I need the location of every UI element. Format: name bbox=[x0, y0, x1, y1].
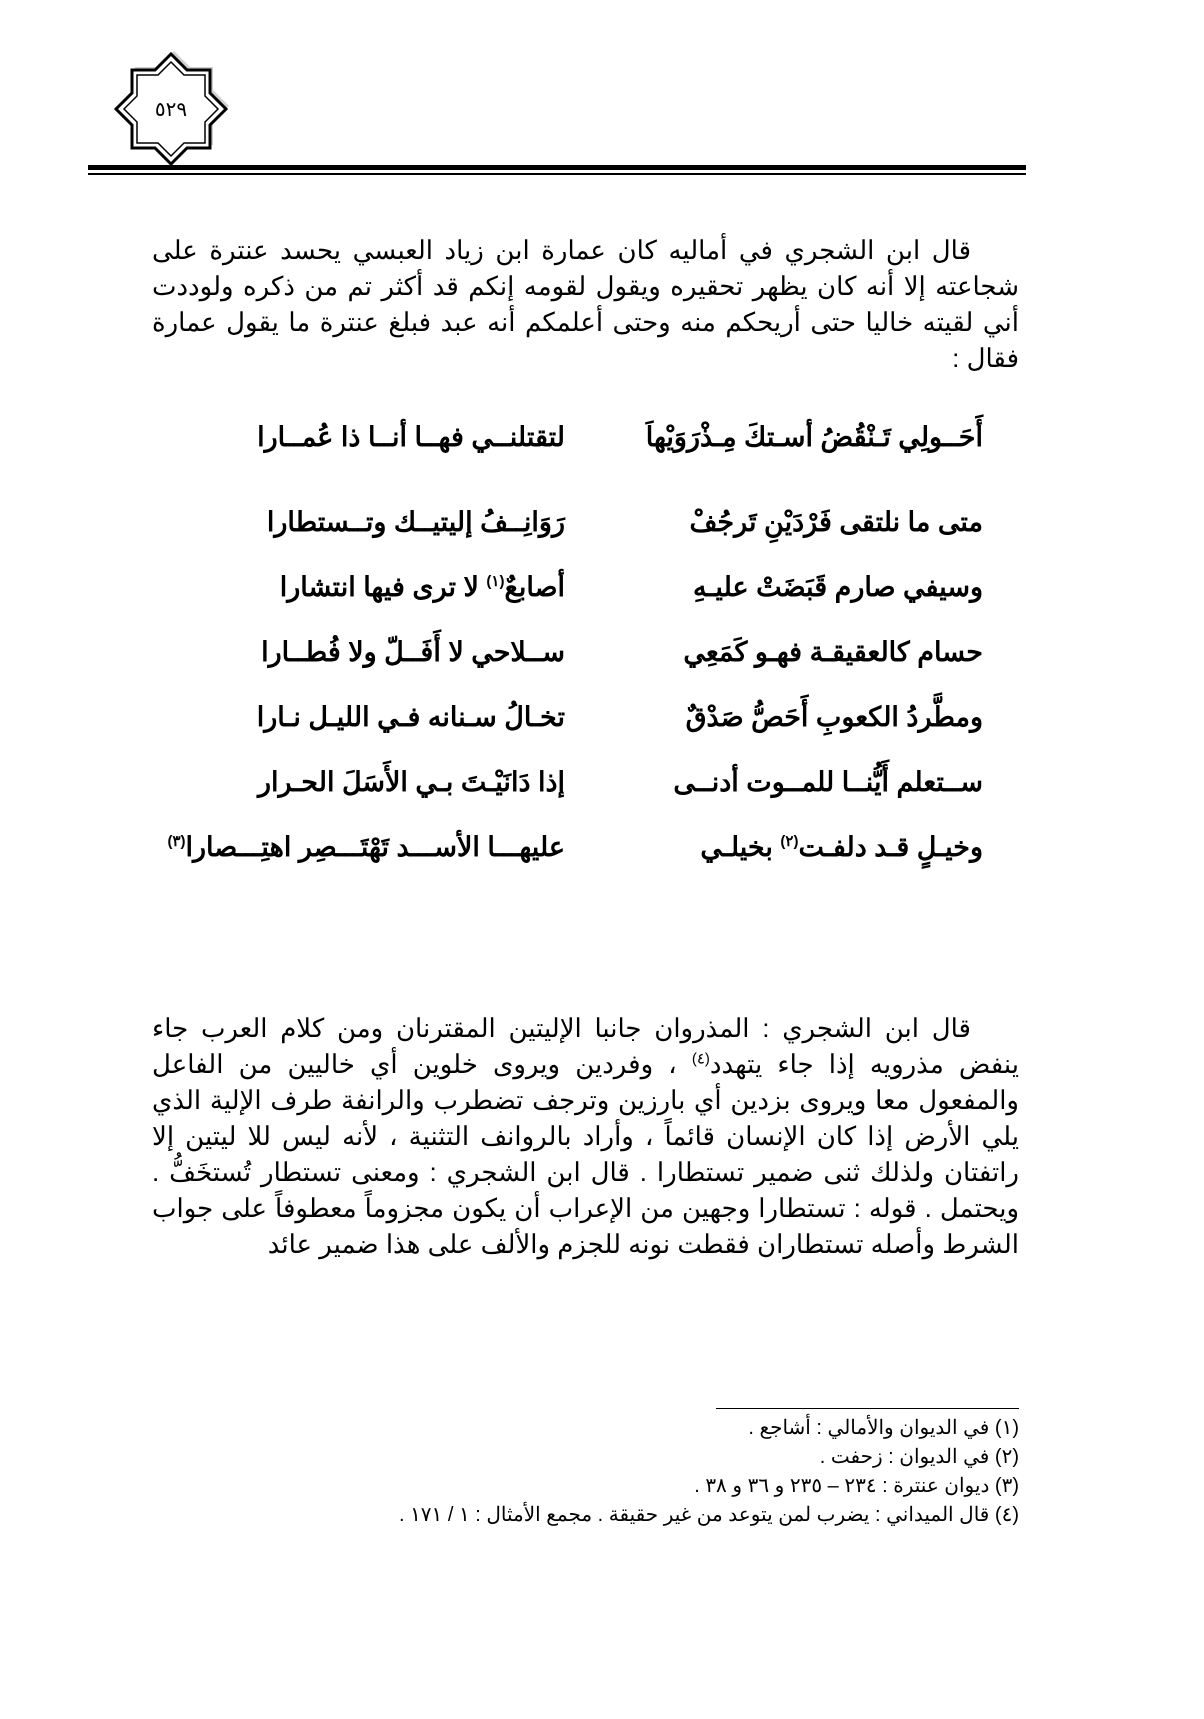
footnote-item: (١) في الديوان والأمالي : أشاجع . bbox=[748, 1417, 1019, 1439]
verse-first-hemistich: أَحَــولِي تَـنْقُضُ أسـتكَ مِـذْرَوَيْهاَ bbox=[645, 422, 983, 452]
verse-first-hemistich: وخيـلٍ قـد دلفـت$^{(٢)}$ بخيلـي bbox=[700, 832, 983, 862]
poem-verse bbox=[180, 635, 983, 695]
verse-first-hemistich: ســتعلم أَيُّنــا للمــوت أدنــى bbox=[673, 767, 983, 797]
page-number-ornament bbox=[108, 46, 234, 172]
footnote-item: (٤) قال الميداني : يضرب لمن يتوعد من غير حقيقة . مجمع الأمثال : ١ / ١٧١ . bbox=[398, 1504, 1019, 1526]
verse-second-hemistich: لتقتلنــي فهــا أنــا ذا عُمــارا bbox=[257, 422, 565, 452]
footnotes bbox=[200, 1414, 1019, 1530]
page-number: ٥٢٩ bbox=[154, 97, 188, 121]
verse-second-hemistich: إذا دَانَيْـتَ بـي الأَسَلَ الحـرار bbox=[257, 767, 565, 797]
verse-second-hemistich: عليهـــا الأســـد تَهْتَـــصِر اهتِـــصارا$^{(٣)}$ bbox=[167, 832, 565, 862]
commentary-paragraph: قال ابن الشجري : المذروان جانبا الإليتين المقترنان ومن كلام العرب جاء ينفض مذرويه إذا جاء يتهدد$^{(٤)}$ ، وفردين ويروى خلوين أي خاليين من الفاعل والمفعول معا ويروى بزدين أي بارزين وترجف تضطرب والرانفة طرف الإلية الذي يلي الأرض إذا كان الإنسان قائماً ، وأراد بالروانف التثنية ، لأنه ليس للا ليتين إلا راتفتان ولذلك ثنى ضمير تستطارا . قال ابن الشجري : ومعنى تستطار تُستخَفُّ . ويحتمل . قوله : تستطارا وجهين من الإعراب أن يكون مجزوماً معطوفاً على جواب الشرط وأصله تستطاران فقطت نونه للجزم والألف على هذا ضمير عائد bbox=[152, 1013, 1020, 1259]
footnote-marker: (٢) bbox=[780, 833, 799, 850]
poem-verse bbox=[180, 570, 983, 630]
header-rule-thick bbox=[88, 165, 1026, 170]
header-rule-thin bbox=[88, 173, 1026, 175]
poem-verse bbox=[180, 765, 983, 825]
verse-first-hemistich: حسام كالعقيقـة فهـو كَمَعِي bbox=[683, 637, 983, 667]
poem-verse bbox=[167, 830, 983, 890]
intro-paragraph: قال ابن الشجري في أماليه كان عمارة ابن زياد العبسي يحسد عنترة على شجاعته إلا أنه كان يظهر تحقيره ويقول لقومه إنكم قد أكثر تم من ذكره ولوددت أني لقيته خاليا حتى أريحكم منه وحتى أعلمكم أنه عبد فبلغ عنترة ما يقول عمارة فقال : bbox=[152, 235, 1019, 373]
footnote-item: (٣) ديوان عنترة : ٢٣٤ – ٢٣٥ و ٣٦ و ٣٨ . bbox=[694, 1475, 1019, 1497]
verse-second-hemistich: رَوَانِــفُ إليتيــك وتــستطارا bbox=[266, 507, 565, 537]
verse-second-hemistich: ســلاحي لا أَفَــلّ ولا فُطــارا bbox=[261, 637, 565, 667]
footnote-marker: (١) bbox=[486, 573, 505, 590]
footnote-marker: (٤) bbox=[691, 1050, 710, 1068]
verse-first-hemistich: وسيفي صارم قَبَضَتْ عليـهِ bbox=[693, 572, 983, 602]
verse-second-hemistich: تخـالُ سـنانه فـي الليـل نـارا bbox=[256, 702, 565, 732]
footnote-item: (٢) في الديوان : زحفت . bbox=[819, 1446, 1019, 1468]
verse-first-hemistich: متى ما نلتقى فَرْدَيْنِ تَرجُفْ bbox=[689, 507, 983, 537]
verse-second-hemistich: أصابعٌ$^{(١)}$ لا ترى فيها انتشارا bbox=[279, 572, 565, 602]
poem-verse bbox=[180, 505, 983, 565]
poem-verse bbox=[180, 700, 983, 760]
poem-verse bbox=[180, 420, 983, 480]
verse-first-hemistich: ومطَّردُ الكعوبِ أَحَصُّ صَدْقٌ bbox=[685, 702, 983, 732]
footnote-marker: (٣) bbox=[167, 833, 186, 850]
footnote-separator bbox=[716, 1408, 1019, 1409]
